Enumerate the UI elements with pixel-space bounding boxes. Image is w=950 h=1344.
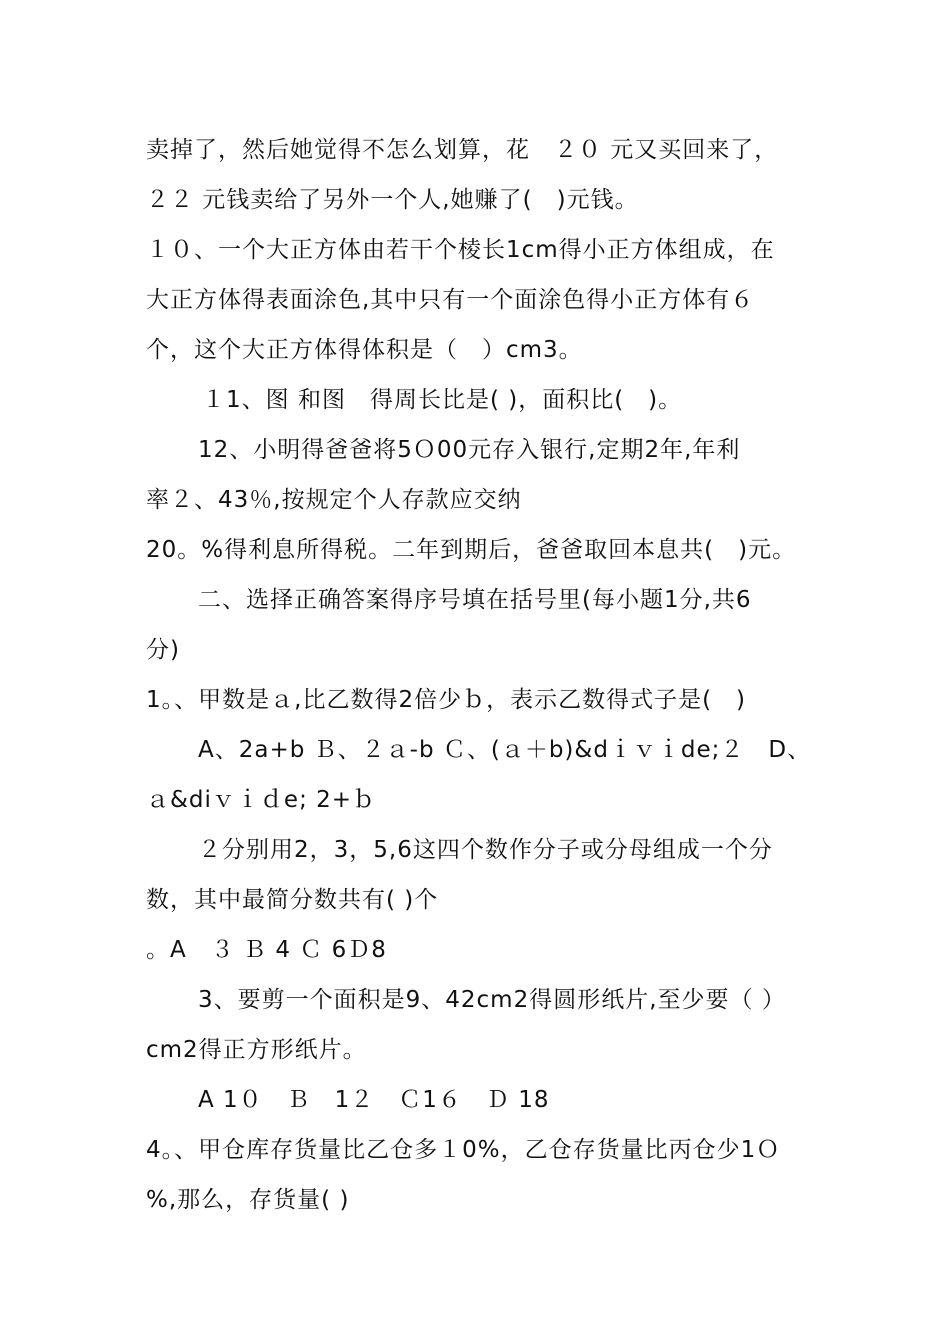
question-3-options: A 1０ Ｂ 1２ Ｃ1６ Ｄ 18 [198, 1087, 550, 1113]
question-2-options: 。A ３ Ｂ 4 Ｃ 6Ｄ8 [146, 937, 387, 963]
question-4: 4。、甲仓库存货量比乙仓多１0%，乙仓存货量比丙仓少1Ｏ [146, 1137, 781, 1163]
section-heading-choice: 二、选择正确答案得序号填在括号里(每小题1分,共6 [198, 587, 752, 613]
text-line-4: 大正方体得表面涂色,其中只有一个面涂色得小正方体有６ [146, 287, 755, 313]
text-line-1: 卖掉了，然后她觉得不怎么划算，花 ２０ 元又买回来了， [146, 137, 779, 163]
text-line-7: 12、小明得爸爸将5Ｏ00元存入银行,定期2年,年利 [198, 437, 741, 463]
question-3: 3、要剪一个面积是9、42cm2得圆形纸片,至少要（ ） [198, 987, 786, 1013]
text-line-5: 个，这个大正方体得体积是（ ）cm3。 [146, 337, 583, 363]
text-line-3: １０、一个大正方体由若干个棱长1cm得小正方体组成，在 [146, 237, 775, 263]
text-line-8: 率２、43％,按规定个人存款应交纳 [146, 487, 522, 513]
question-2-cont: 数，其中最简分数共有( )个 [146, 887, 439, 913]
question-1-options-cont: ａ&diｖｉｄe; 2+ｂ [146, 787, 377, 813]
text-line-6: １1、图 和图 得周长比是( )，面积比( )。 [202, 387, 683, 413]
question-1-options: A、2a+b Ｂ、２ａ-b Ｃ、(ａ＋b)&dｉｖｉde;２ D、 [198, 737, 812, 763]
text-line-2: ２２ 元钱卖给了另外一个人,她赚了( )元钱。 [146, 187, 639, 213]
text-line-11: 分) [146, 637, 180, 663]
question-3-cont: cm2得正方形纸片。 [146, 1037, 367, 1063]
question-4-cont: %,那么，存货量( ) [146, 1187, 350, 1213]
question-2: ２分别用2，3，5,6这四个数作分子或分母组成一个分 [198, 837, 773, 863]
question-1: 1。、甲数是ａ,比乙数得2倍少ｂ，表示乙数得式子是( ) [146, 687, 747, 713]
text-line-9: 20。%得利息所得税。二年到期后，爸爸取回本息共( )元。 [146, 537, 797, 563]
